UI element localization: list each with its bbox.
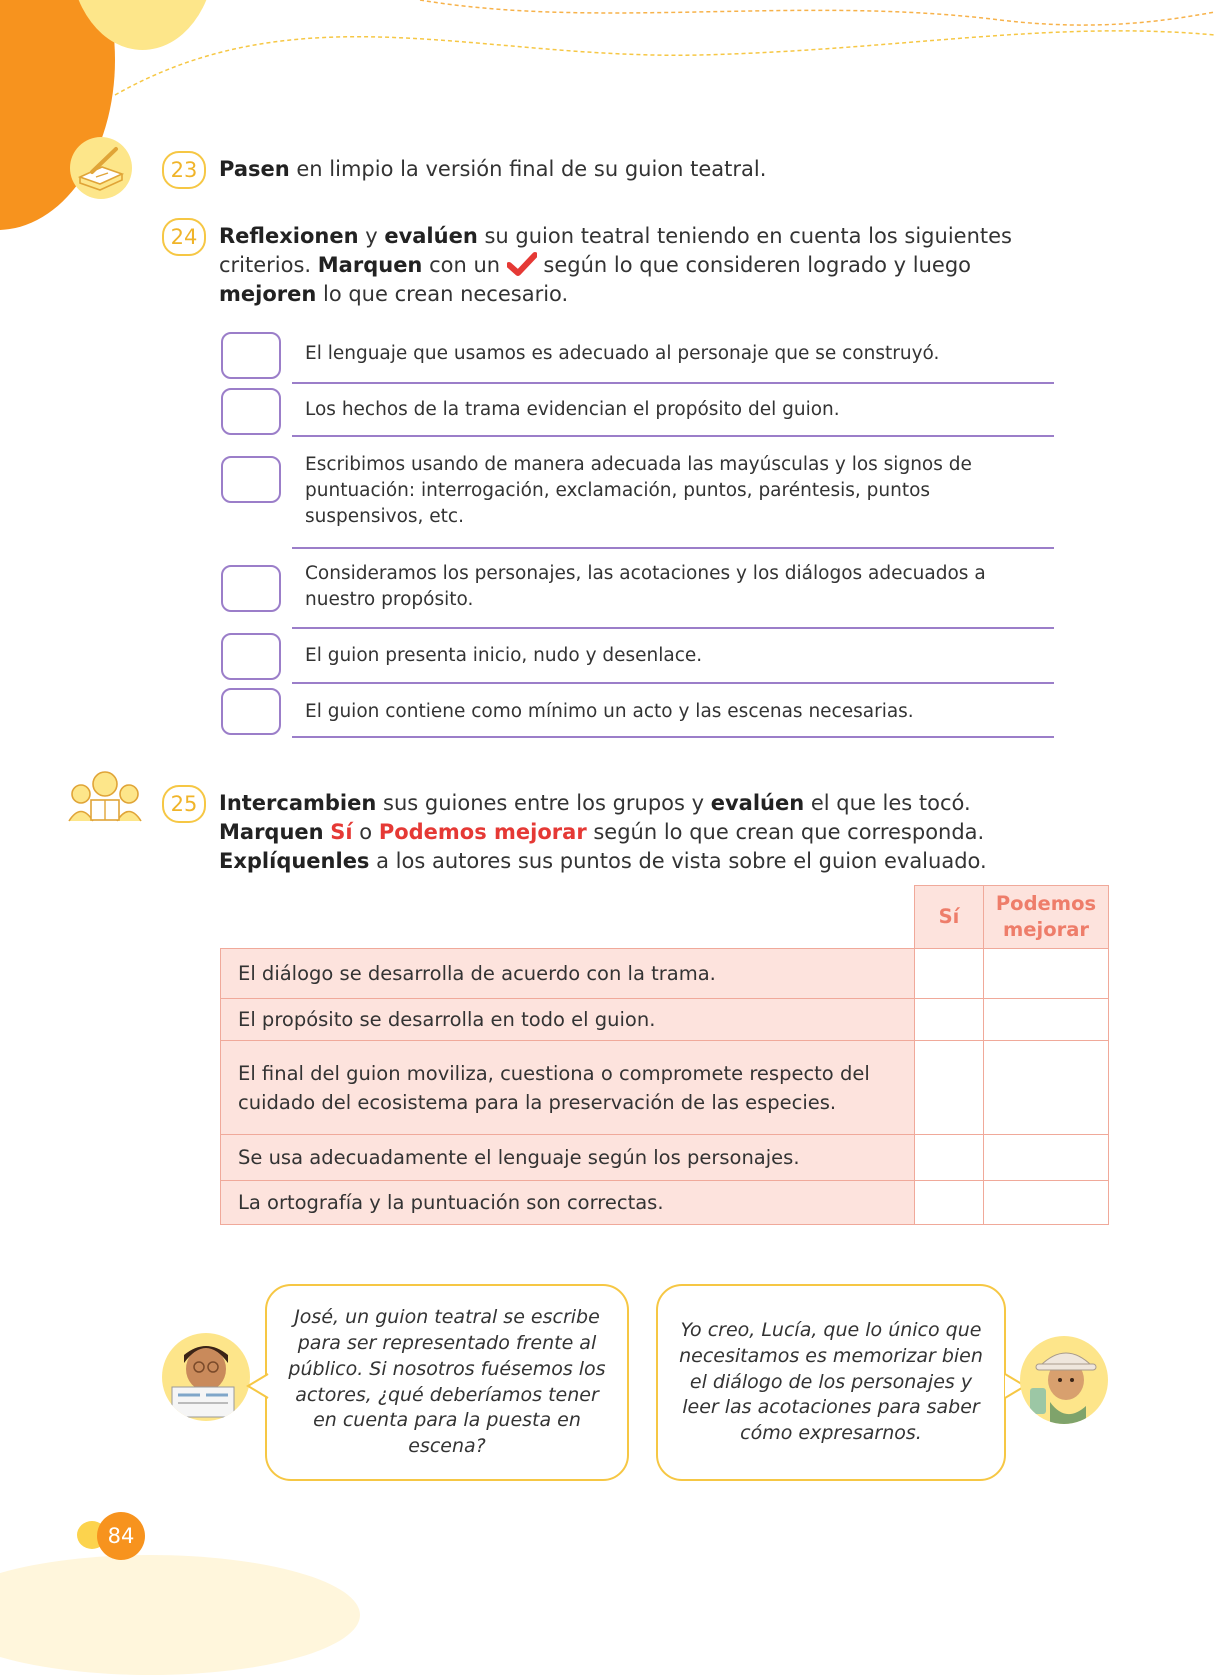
q25-instruction (219, 789, 1049, 876)
speech-bubble-tail-left (246, 1372, 270, 1402)
q25-verb-evaluen: evalúen (710, 791, 805, 815)
writing-book-icon (70, 137, 132, 199)
table-header-si: Sí (914, 885, 984, 949)
table-cell-si-1[interactable] (914, 948, 984, 999)
table-cell-mejorar-2[interactable] (983, 998, 1109, 1041)
group-students-icon (65, 766, 143, 826)
table-cell-mejorar-5[interactable] (983, 1180, 1109, 1225)
question-number-23: 23 (162, 151, 206, 189)
question-number-24: 24 (162, 218, 206, 256)
q24-text-4: según lo que consideren logrado y luego (536, 253, 972, 277)
q25-text-2: el que les tocó. (804, 791, 971, 815)
red-checkmark-icon (507, 252, 537, 276)
criteria-checkbox-3[interactable] (221, 456, 281, 503)
criteria-divider (292, 682, 1054, 684)
criteria-divider (292, 627, 1054, 629)
table-row-label: El final del guion moviliza, cuestiona o compromete respecto del cuidado del ecosistema para la preservación de las especies. (220, 1040, 915, 1135)
q25-text-4: o (352, 820, 379, 844)
table-cell-mejorar-3[interactable] (983, 1040, 1109, 1135)
table-row-label: Se usa adecuadamente el lenguaje según los personajes. (220, 1134, 915, 1181)
girl-reading-avatar (162, 1333, 250, 1421)
table-cell-si-5[interactable] (914, 1180, 984, 1225)
boy-with-hat-avatar (1020, 1336, 1108, 1424)
q23-instruction (219, 155, 1039, 184)
speech-bubble-jose: Yo creo, Lucía, que lo único que necesitamos es memorizar bien el diálogo de los personajes y leer las acotaciones para saber cómo expresarnos. (656, 1284, 1006, 1481)
q24-text-1: y (358, 224, 385, 248)
q25-text-1: sus guiones entre los grupos y (376, 791, 711, 815)
q25-verb-marquen: Marquen (219, 820, 324, 844)
q25-text-6: a los autores sus puntos de vista sobre el guion evaluado. (369, 849, 987, 873)
q24-verb-reflexionen: Reflexionen (219, 224, 359, 248)
criteria-text-4: Consideramos los personajes, las acotaciones y los diálogos adecuados a nuestro propósito. (305, 563, 986, 610)
criteria-checkbox-6[interactable] (221, 688, 281, 735)
criteria-text-5: El guion presenta inicio, nudo y desenlace. (305, 645, 703, 666)
table-row-label: El propósito se desarrolla en todo el guion. (220, 998, 915, 1041)
q25-text-5: según lo que crean que corresponda. (586, 820, 985, 844)
page-number: 84 (97, 1512, 145, 1560)
table-cell-si-4[interactable] (914, 1134, 984, 1181)
q24-instruction (219, 222, 1039, 309)
criteria-text-3: Escribimos usando de manera adecuada las mayúsculas y los signos de puntuación: interrogación, exclamación, puntos, paréntesis, puntos suspensivos, etc. (305, 454, 972, 527)
decorative-dashed-lines (0, 0, 1215, 120)
q24-verb-evaluen: evalúen (384, 224, 478, 248)
table-cell-si-2[interactable] (914, 998, 984, 1041)
q24-text-5: lo que crean necesario. (316, 282, 569, 306)
criteria-text-1: El lenguaje que usamos es adecuado al personaje que se construyó. (305, 343, 940, 364)
criteria-checkbox-4[interactable] (221, 565, 281, 612)
criteria-divider (292, 382, 1054, 384)
q24-text-2: su guion teatral teniendo en cuenta los siguientes criterios. (219, 224, 1012, 277)
table-row-label: La ortografía y la puntuación son correctas. (220, 1180, 915, 1225)
q25-verb-expliquenles: Explíquenles (219, 849, 370, 873)
q23-text: en limpio la versión final de su guion teatral. (289, 157, 767, 181)
q24-verb-mejoren: mejoren (219, 282, 317, 306)
criteria-text-2: Los hechos de la trama evidencian el propósito del guion. (305, 399, 840, 420)
table-cell-mejorar-1[interactable] (983, 948, 1109, 999)
table-cell-mejorar-4[interactable] (983, 1134, 1109, 1181)
question-number-25: 25 (162, 785, 206, 823)
q23-verb: Pasen (219, 157, 290, 181)
q25-verb-intercambien: Intercambien (219, 791, 377, 815)
q24-verb-marquen: Marquen (317, 253, 423, 277)
criteria-divider (292, 736, 1054, 738)
criteria-checkbox-1[interactable] (221, 332, 281, 379)
criteria-checkbox-2[interactable] (221, 388, 281, 435)
speech-bubble-lucia: José, un guion teatral se escribe para ser representado frente al público. Si nosotros fuésemos los actores, ¿qué deberíamos tener en cuenta para la puesta en escena? (265, 1284, 629, 1481)
q24-text-3: con un (422, 253, 507, 277)
q25-option-podemos-mejorar: Podemos mejorar (378, 820, 587, 844)
q25-option-si: Sí (330, 820, 353, 844)
criteria-divider (292, 547, 1054, 549)
table-header-podemos-mejorar: Podemos mejorar (983, 885, 1109, 949)
table-row-label: El diálogo se desarrolla de acuerdo con la trama. (220, 948, 915, 999)
table-cell-si-3[interactable] (914, 1040, 984, 1135)
decorative-bottom-shape (0, 1555, 360, 1675)
criteria-checkbox-5[interactable] (221, 633, 281, 680)
criteria-text-6: El guion contiene como mínimo un acto y las escenas necesarias. (305, 701, 914, 722)
criteria-divider (292, 435, 1054, 437)
